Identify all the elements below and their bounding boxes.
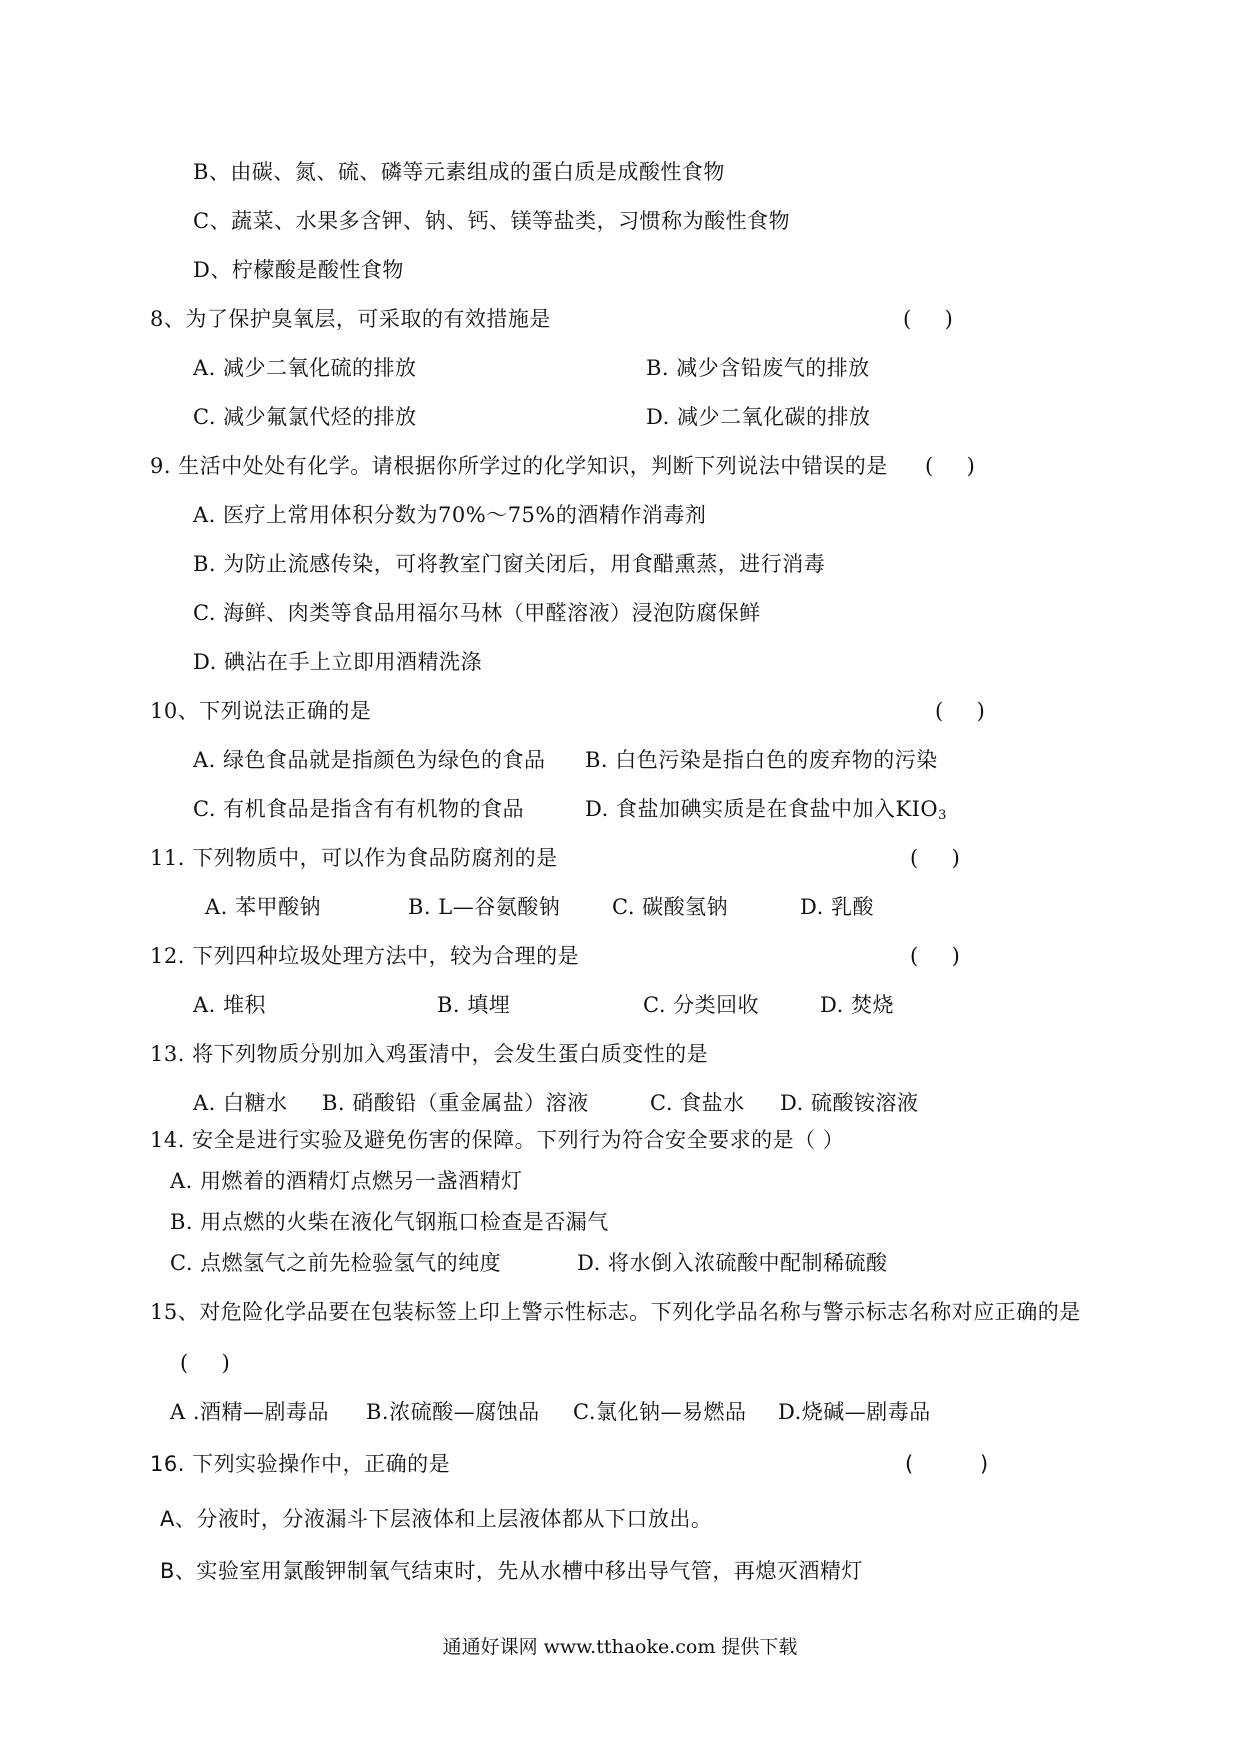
q13-option-a: A. 白糖水 (193, 1091, 288, 1115)
q11-option-b: B. L—谷氨酸钠 (408, 895, 561, 919)
q12-option-a: A. 堆积 (193, 993, 267, 1017)
q10-option-d (585, 795, 947, 830)
q12-option-d: D. 焚烧 (820, 993, 894, 1017)
q13-option-d: D. 硫酸铵溶液 (780, 1091, 919, 1115)
q14-option-d: D. 将水倒入浓硫酸中配制稀硫酸 (577, 1251, 888, 1275)
q10-stem: 10、下列说法正确的是 (150, 699, 372, 723)
q11-option-c: C. 碳酸氢钠 (612, 895, 729, 919)
q14-option-a: A. 用燃着的酒精灯点燃另一盏酒精灯 (170, 1169, 523, 1193)
q12-stem: 12. 下列四种垃圾处理方法中，较为合理的是 (150, 944, 580, 968)
q16-stem: 16. 下列实验操作中，正确的是 (150, 1452, 451, 1476)
q9-option-d: D. 碘沾在手上立即用酒精洗涤 (193, 650, 482, 674)
q10-option-a: A. 绿色食品就是指颜色为绿色的食品 (193, 748, 546, 772)
q7-option-b: B、由碳、氮、硫、磷等元素组成的蛋白质是成酸性食物 (193, 160, 725, 184)
q7-option-c: C、蔬菜、水果多含钾、钠、钙、镁等盐类，习惯称为酸性食物 (193, 209, 791, 233)
q11-option-a: A. 苯甲酸钠 (205, 895, 322, 919)
q16-option-a: A、分液时，分液漏斗下层液体和上层液体都从下口放出。 (160, 1507, 713, 1531)
q15-answer-blank: ( ) (180, 1351, 230, 1375)
q8-option-d: D. 减少二氧化碳的排放 (646, 405, 871, 429)
q8-option-c: C. 减少氟氯代烃的排放 (193, 405, 417, 429)
q11-stem: 11. 下列物质中，可以作为食品防腐剂的是 (150, 846, 558, 870)
q9-option-c: C. 海鲜、肉类等食品用福尔马林（甲醛溶液）浸泡防腐保鲜 (193, 601, 761, 625)
q15-option-a: A .酒精—剧毒品 (170, 1400, 330, 1424)
q11-answer-blank: ( ) (910, 846, 960, 870)
q9-option-a: A. 医疗上常用体积分数为70%～75%的酒精作消毒剂 (193, 503, 707, 527)
q10-option-d-text: D. 食盐加碘实质是在食盐中加入KIO (585, 797, 939, 821)
q8-answer-blank: ( ) (903, 307, 953, 331)
q9-stem: 9. 生活中处处有化学。请根据你所学过的化学知识，判断下列说法中错误的是 (150, 454, 888, 478)
q15-option-c: C.氯化钠—易燃品 (573, 1400, 747, 1424)
q8-stem: 8、为了保护臭氧层，可采取的有效措施是 (150, 307, 551, 331)
q10-answer-blank: ( ) (935, 699, 985, 723)
q12-option-b: B. 填埋 (437, 993, 511, 1017)
q10-option-c: C. 有机食品是指含有有机物的食品 (193, 797, 525, 821)
q12-option-c: C. 分类回收 (643, 993, 760, 1017)
q7-option-d: D、柠檬酸是酸性食物 (193, 258, 404, 282)
q14-stem: 14. 安全是进行实验及避免伤害的保障。下列行为符合安全要求的是（ ） (150, 1128, 845, 1152)
q15-option-b: B.浓硫酸—腐蚀品 (366, 1400, 540, 1424)
q8-option-b: B. 减少含铅废气的排放 (646, 356, 870, 380)
q16-option-b: B、实验室用氯酸钾制氧气结束时，先从水槽中移出导气管，再熄灭酒精灯 (160, 1559, 863, 1583)
q8-option-a: A. 减少二氧化硫的排放 (193, 356, 417, 380)
q12-answer-blank: ( ) (910, 944, 960, 968)
q13-stem: 13. 将下列物质分别加入鸡蛋清中，会发生蛋白质变性的是 (150, 1042, 709, 1066)
q15-option-d: D.烧碱—剧毒品 (778, 1400, 931, 1424)
q10-option-b: B. 白色污染是指白色的废弃物的污染 (585, 748, 938, 772)
q11-option-d: D. 乳酸 (800, 895, 874, 919)
q14-option-c: C. 点燃氢气之前先检验氢气的纯度 (170, 1251, 502, 1275)
q9-answer-blank: ( ) (925, 454, 975, 478)
q10-option-d-subscript: 3 (938, 808, 947, 823)
q15-stem: 15、对危险化学品要在包装标签上印上警示性标志。下列化学品名称与警示标志名称对应正确的是 (150, 1300, 1081, 1324)
q16-answer-blank: ( ) (905, 1452, 989, 1476)
q13-option-c: C. 食盐水 (650, 1091, 745, 1115)
page-footer: 通通好课网 www.tthaoke.com 提供下载 (442, 1636, 798, 1658)
q13-option-b: B. 硝酸铅（重金属盐）溶液 (322, 1091, 589, 1115)
q9-option-b: B. 为防止流感传染，可将教室门窗关闭后，用食醋熏蒸，进行消毒 (193, 552, 826, 576)
q14-option-b: B. 用点燃的火柴在液化气钢瓶口检查是否漏气 (170, 1210, 609, 1234)
